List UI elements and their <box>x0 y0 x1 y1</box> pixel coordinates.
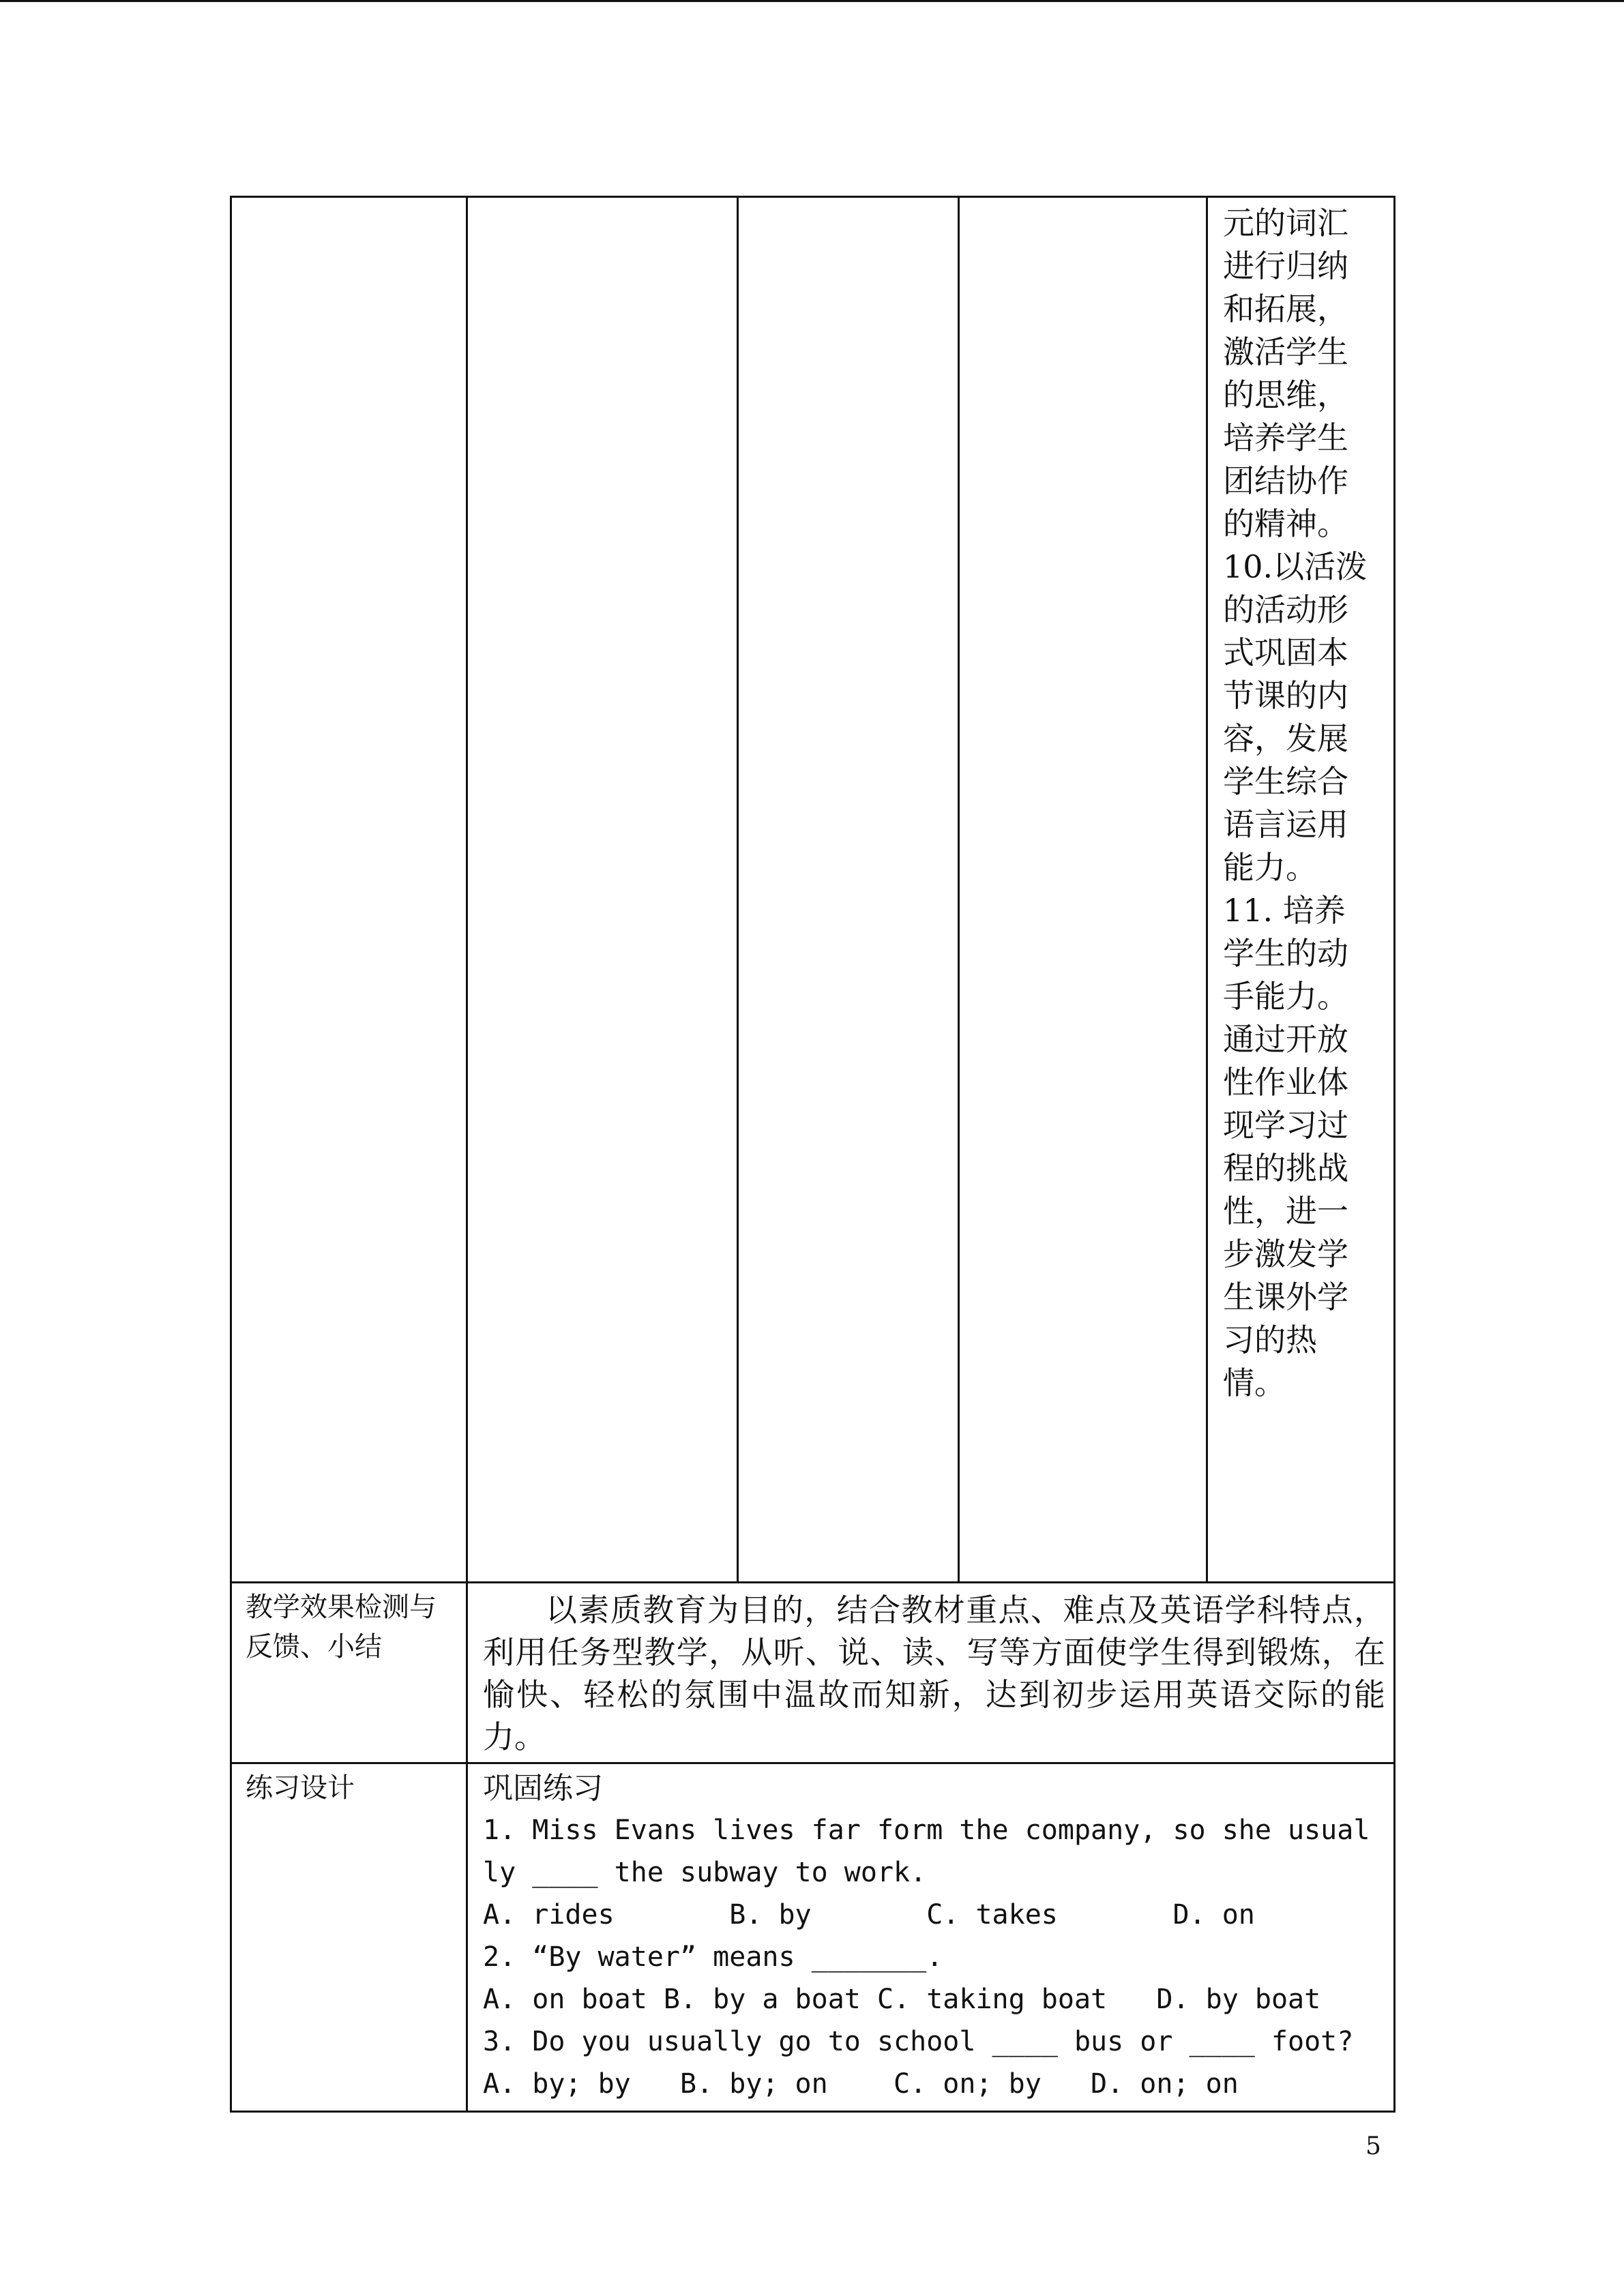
notes-line: 的精神。 <box>1223 505 1348 542</box>
notes-line: 习的热 <box>1223 1322 1317 1358</box>
notes-line: 节课的内 <box>1223 677 1348 714</box>
notes-line: 学生的动 <box>1223 935 1348 972</box>
notes-line: 手能力。 <box>1223 978 1348 1015</box>
page-top-border <box>0 0 1624 2</box>
notes-line: 培养学生 <box>1223 419 1348 456</box>
evaluation-label-line1: 教学效果检测与 <box>246 1592 437 1623</box>
empty-cell-2 <box>467 197 738 1583</box>
exercise-heading: 巩固练习 <box>483 1771 603 1806</box>
lesson-plan-table <box>230 196 1396 2113</box>
notes-line: 步激发学 <box>1223 1236 1348 1272</box>
evaluation-content-cell <box>467 1583 1395 1763</box>
exercise-line: ly ____ the subway to work. <box>483 1857 927 1888</box>
notes-line: 11. 培养 <box>1223 892 1346 929</box>
exercise-line: 1. Miss Evans lives far form the company, so she usual <box>483 1815 1370 1846</box>
notes-line: 能力。 <box>1223 849 1317 886</box>
evaluation-row <box>231 1583 1395 1763</box>
notes-line: 10.以活泼 <box>1223 548 1368 585</box>
notes-line: 元的词汇 <box>1223 205 1348 241</box>
exercise-line: 3. Do you usually go to school ____ bus or ____ foot? <box>483 2026 1354 2057</box>
notes-line: 激活学生 <box>1223 333 1348 370</box>
exercise-line: A. rides B. by C. takes D. on <box>483 1899 1255 1930</box>
notes-line: 学生综合 <box>1223 763 1348 800</box>
notes-line: 性，进一 <box>1223 1193 1348 1229</box>
exercise-content-cell <box>467 1763 1395 2112</box>
notes-line: 生课外学 <box>1223 1279 1348 1315</box>
page-number: 5 <box>1365 2132 1381 2160</box>
evaluation-label-cell <box>231 1583 467 1763</box>
notes-line: 程的挑战 <box>1223 1150 1348 1187</box>
notes-line: 进行归纳 <box>1223 248 1348 284</box>
notes-line: 团结协作 <box>1223 462 1348 499</box>
exercise-label: 练习设计 <box>246 1772 355 1804</box>
notes-line: 性作业体 <box>1223 1064 1348 1101</box>
empty-cell-1 <box>231 197 467 1583</box>
notes-line: 式巩固本 <box>1223 634 1348 671</box>
notes-line: 语言运用 <box>1223 806 1348 843</box>
notes-line: 容，发展 <box>1223 720 1348 757</box>
notes-line: 情。 <box>1223 1365 1286 1401</box>
design-intent-cell <box>1207 197 1395 1583</box>
notes-line: 现学习过 <box>1223 1107 1348 1144</box>
continued-row <box>231 197 1395 1583</box>
notes-line: 的活动形 <box>1223 591 1348 628</box>
evaluation-summary-text: 以素质教育为目的，结合教材重点、难点及英语学科特点，利用任务型教学，从听、说、读、写等方面使学生得到锻炼，在愉快、轻松的氛围中温故而知新，达到初步运用英语交际的能力。 <box>483 1592 1385 1755</box>
notes-line: 的思维， <box>1223 376 1348 413</box>
evaluation-label-line2: 反馈、小结 <box>246 1631 382 1663</box>
exercise-line: A. on boat B. by a boat C. taking boat D. by boat <box>483 1984 1321 2015</box>
notes-line: 和拓展， <box>1223 290 1348 327</box>
exercise-line: A. by; by B. by; on C. on; by D. on; on <box>483 2068 1239 2100</box>
empty-cell-3 <box>738 197 959 1583</box>
notes-line: 通过开放 <box>1223 1021 1348 1058</box>
empty-cell-4 <box>959 197 1207 1583</box>
exercise-row <box>231 1763 1395 2112</box>
exercise-label-cell <box>231 1763 467 2112</box>
exercise-line: 2. “By water” means _______. <box>483 1941 943 1973</box>
